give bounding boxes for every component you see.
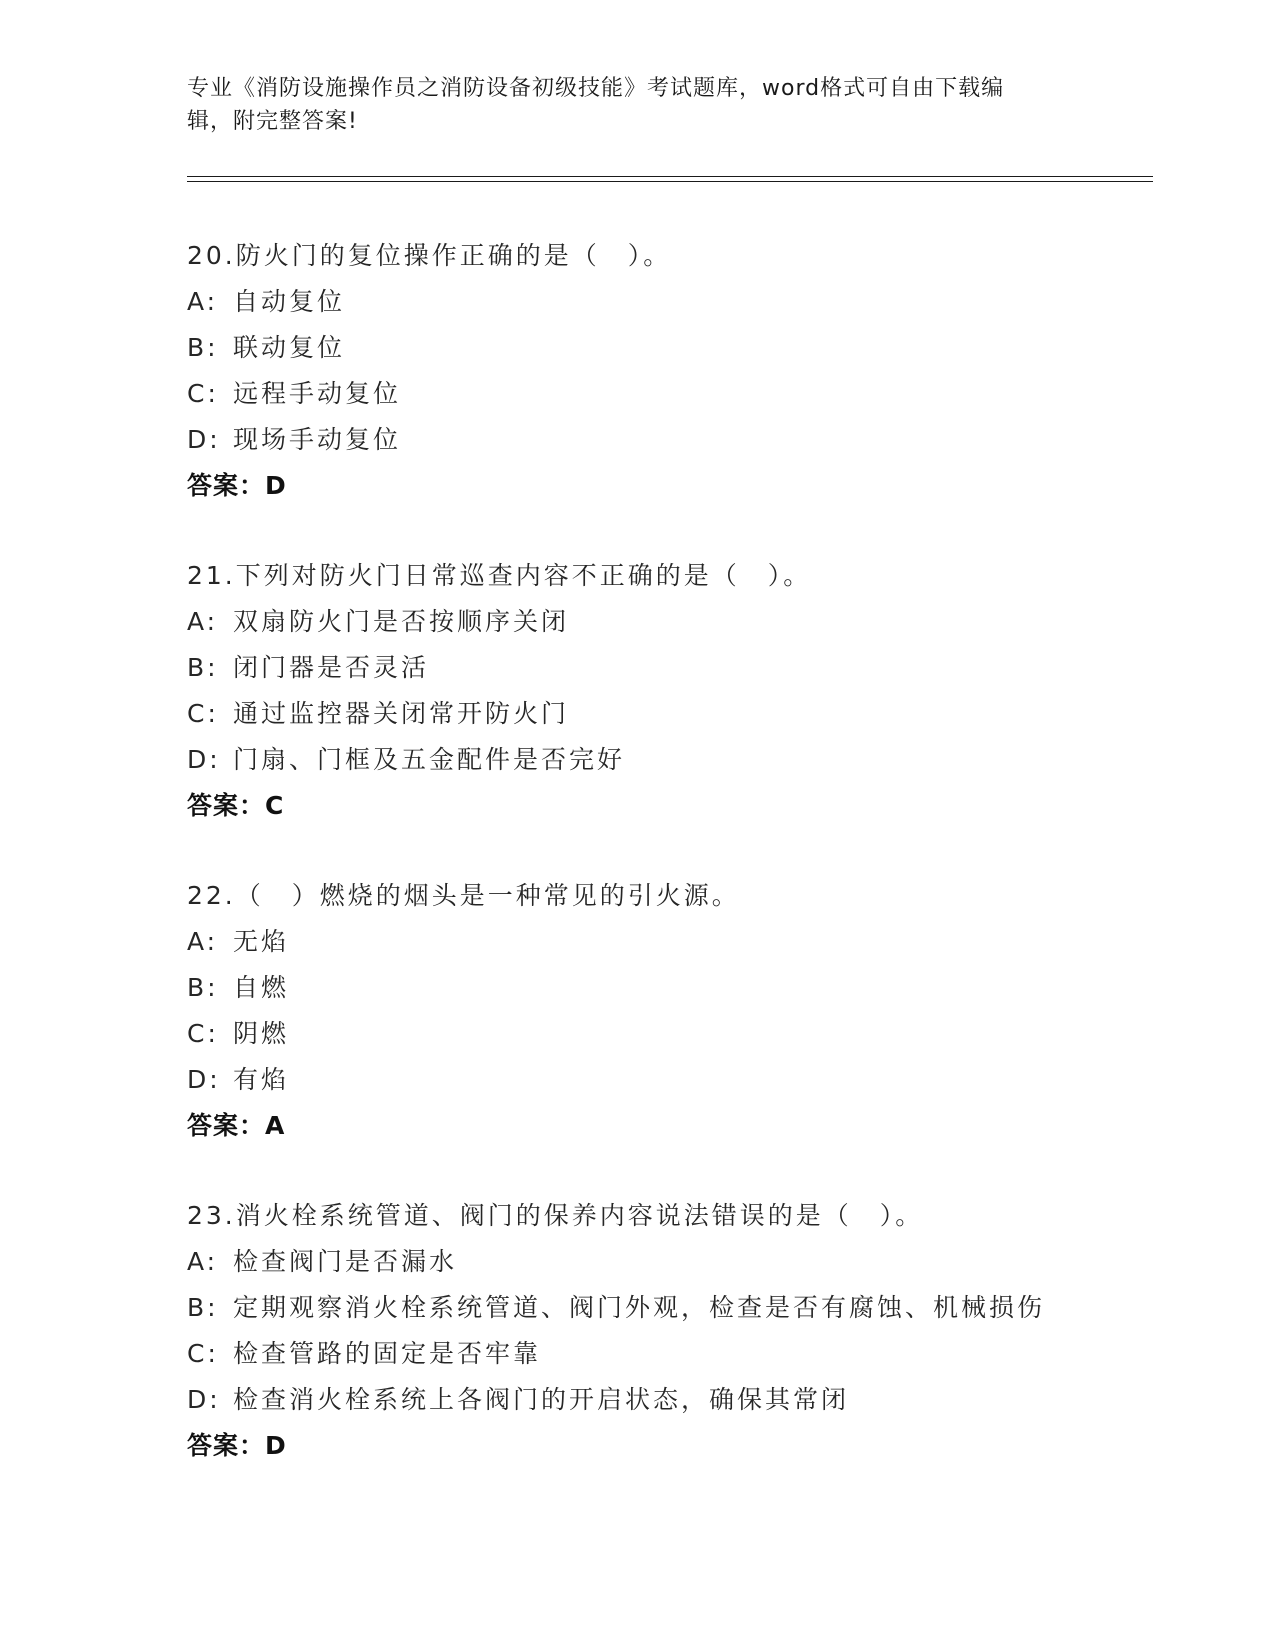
option-c <box>187 1011 1167 1057</box>
option-d <box>187 417 1167 463</box>
option-letter: B: <box>187 333 219 362</box>
option-text: 检查阀门是否漏水 <box>233 1247 458 1276</box>
question-21 <box>187 553 1167 829</box>
header-line-2: 辑，附完整答案! <box>187 109 358 134</box>
option-text: 闭门器是否灵活 <box>233 653 430 682</box>
question-23 <box>187 1193 1167 1469</box>
question-stem: 23.消火栓系统管道、阀门的保养内容说法错误的是（ ）。 <box>187 1201 924 1230</box>
question-stem: 21.下列对防火门日常巡查内容不正确的是（ ）。 <box>187 561 812 590</box>
option-text: 现场手动复位 <box>233 425 402 454</box>
answer-line: 答案：D <box>187 1431 287 1460</box>
option-text: 联动复位 <box>233 333 346 362</box>
option-text: 无焰 <box>233 927 290 956</box>
option-text: 检查管路的固定是否牢靠 <box>233 1339 542 1368</box>
option-letter: C: <box>187 379 219 408</box>
option-a <box>187 919 1167 965</box>
option-text: 双扇防火门是否按顺序关闭 <box>233 607 570 636</box>
option-text: 自动复位 <box>233 287 346 316</box>
option-a <box>187 599 1167 645</box>
option-letter: D: <box>187 745 221 774</box>
option-c <box>187 371 1167 417</box>
option-b <box>187 325 1167 371</box>
option-b <box>187 645 1167 691</box>
option-a <box>187 1239 1167 1285</box>
option-letter: B: <box>187 653 219 682</box>
document-header <box>187 72 1087 138</box>
option-text: 有焰 <box>233 1065 290 1094</box>
option-letter: A: <box>187 927 219 956</box>
option-letter: D: <box>187 1065 221 1094</box>
option-d <box>187 1057 1167 1103</box>
option-c <box>187 1331 1167 1377</box>
option-text: 定期观察消火栓系统管道、阀门外观，检查是否有腐蚀、机械损伤 <box>233 1293 1046 1322</box>
answer-line: 答案：C <box>187 791 285 820</box>
question-22 <box>187 873 1167 1149</box>
option-text: 自燃 <box>233 973 290 1002</box>
option-b <box>187 965 1167 1011</box>
answer-line: 答案：A <box>187 1111 286 1140</box>
option-letter: A: <box>187 607 219 636</box>
option-d <box>187 1377 1167 1423</box>
header-line-1: 专业《消防设施操作员之消防设备初级技能》考试题库，word格式可自由下载编 <box>187 76 1005 101</box>
answer-line: 答案：D <box>187 471 287 500</box>
option-c <box>187 691 1167 737</box>
option-d <box>187 737 1167 783</box>
question-stem: 20.防火门的复位操作正确的是（ ）。 <box>187 241 672 270</box>
option-letter: A: <box>187 1247 219 1276</box>
question-20 <box>187 233 1167 509</box>
option-b <box>187 1285 1167 1331</box>
option-letter: C: <box>187 699 219 728</box>
header-divider-top <box>187 176 1153 177</box>
option-letter: B: <box>187 973 219 1002</box>
option-text: 远程手动复位 <box>233 379 402 408</box>
question-stem: 22.（ ）燃烧的烟头是一种常见的引火源。 <box>187 881 740 910</box>
option-letter: A: <box>187 287 219 316</box>
option-letter: D: <box>187 425 221 454</box>
option-letter: C: <box>187 1019 219 1048</box>
option-letter: C: <box>187 1339 219 1368</box>
header-divider-bottom <box>187 181 1153 182</box>
option-text: 检查消火栓系统上各阀门的开启状态，确保其常闭 <box>233 1385 850 1414</box>
option-letter: D: <box>187 1385 221 1414</box>
option-a <box>187 279 1167 325</box>
option-letter: B: <box>187 1293 219 1322</box>
option-text: 通过监控器关闭常开防火门 <box>233 699 570 728</box>
option-text: 门扇、门框及五金配件是否完好 <box>233 745 626 774</box>
option-text: 阴燃 <box>233 1019 290 1048</box>
